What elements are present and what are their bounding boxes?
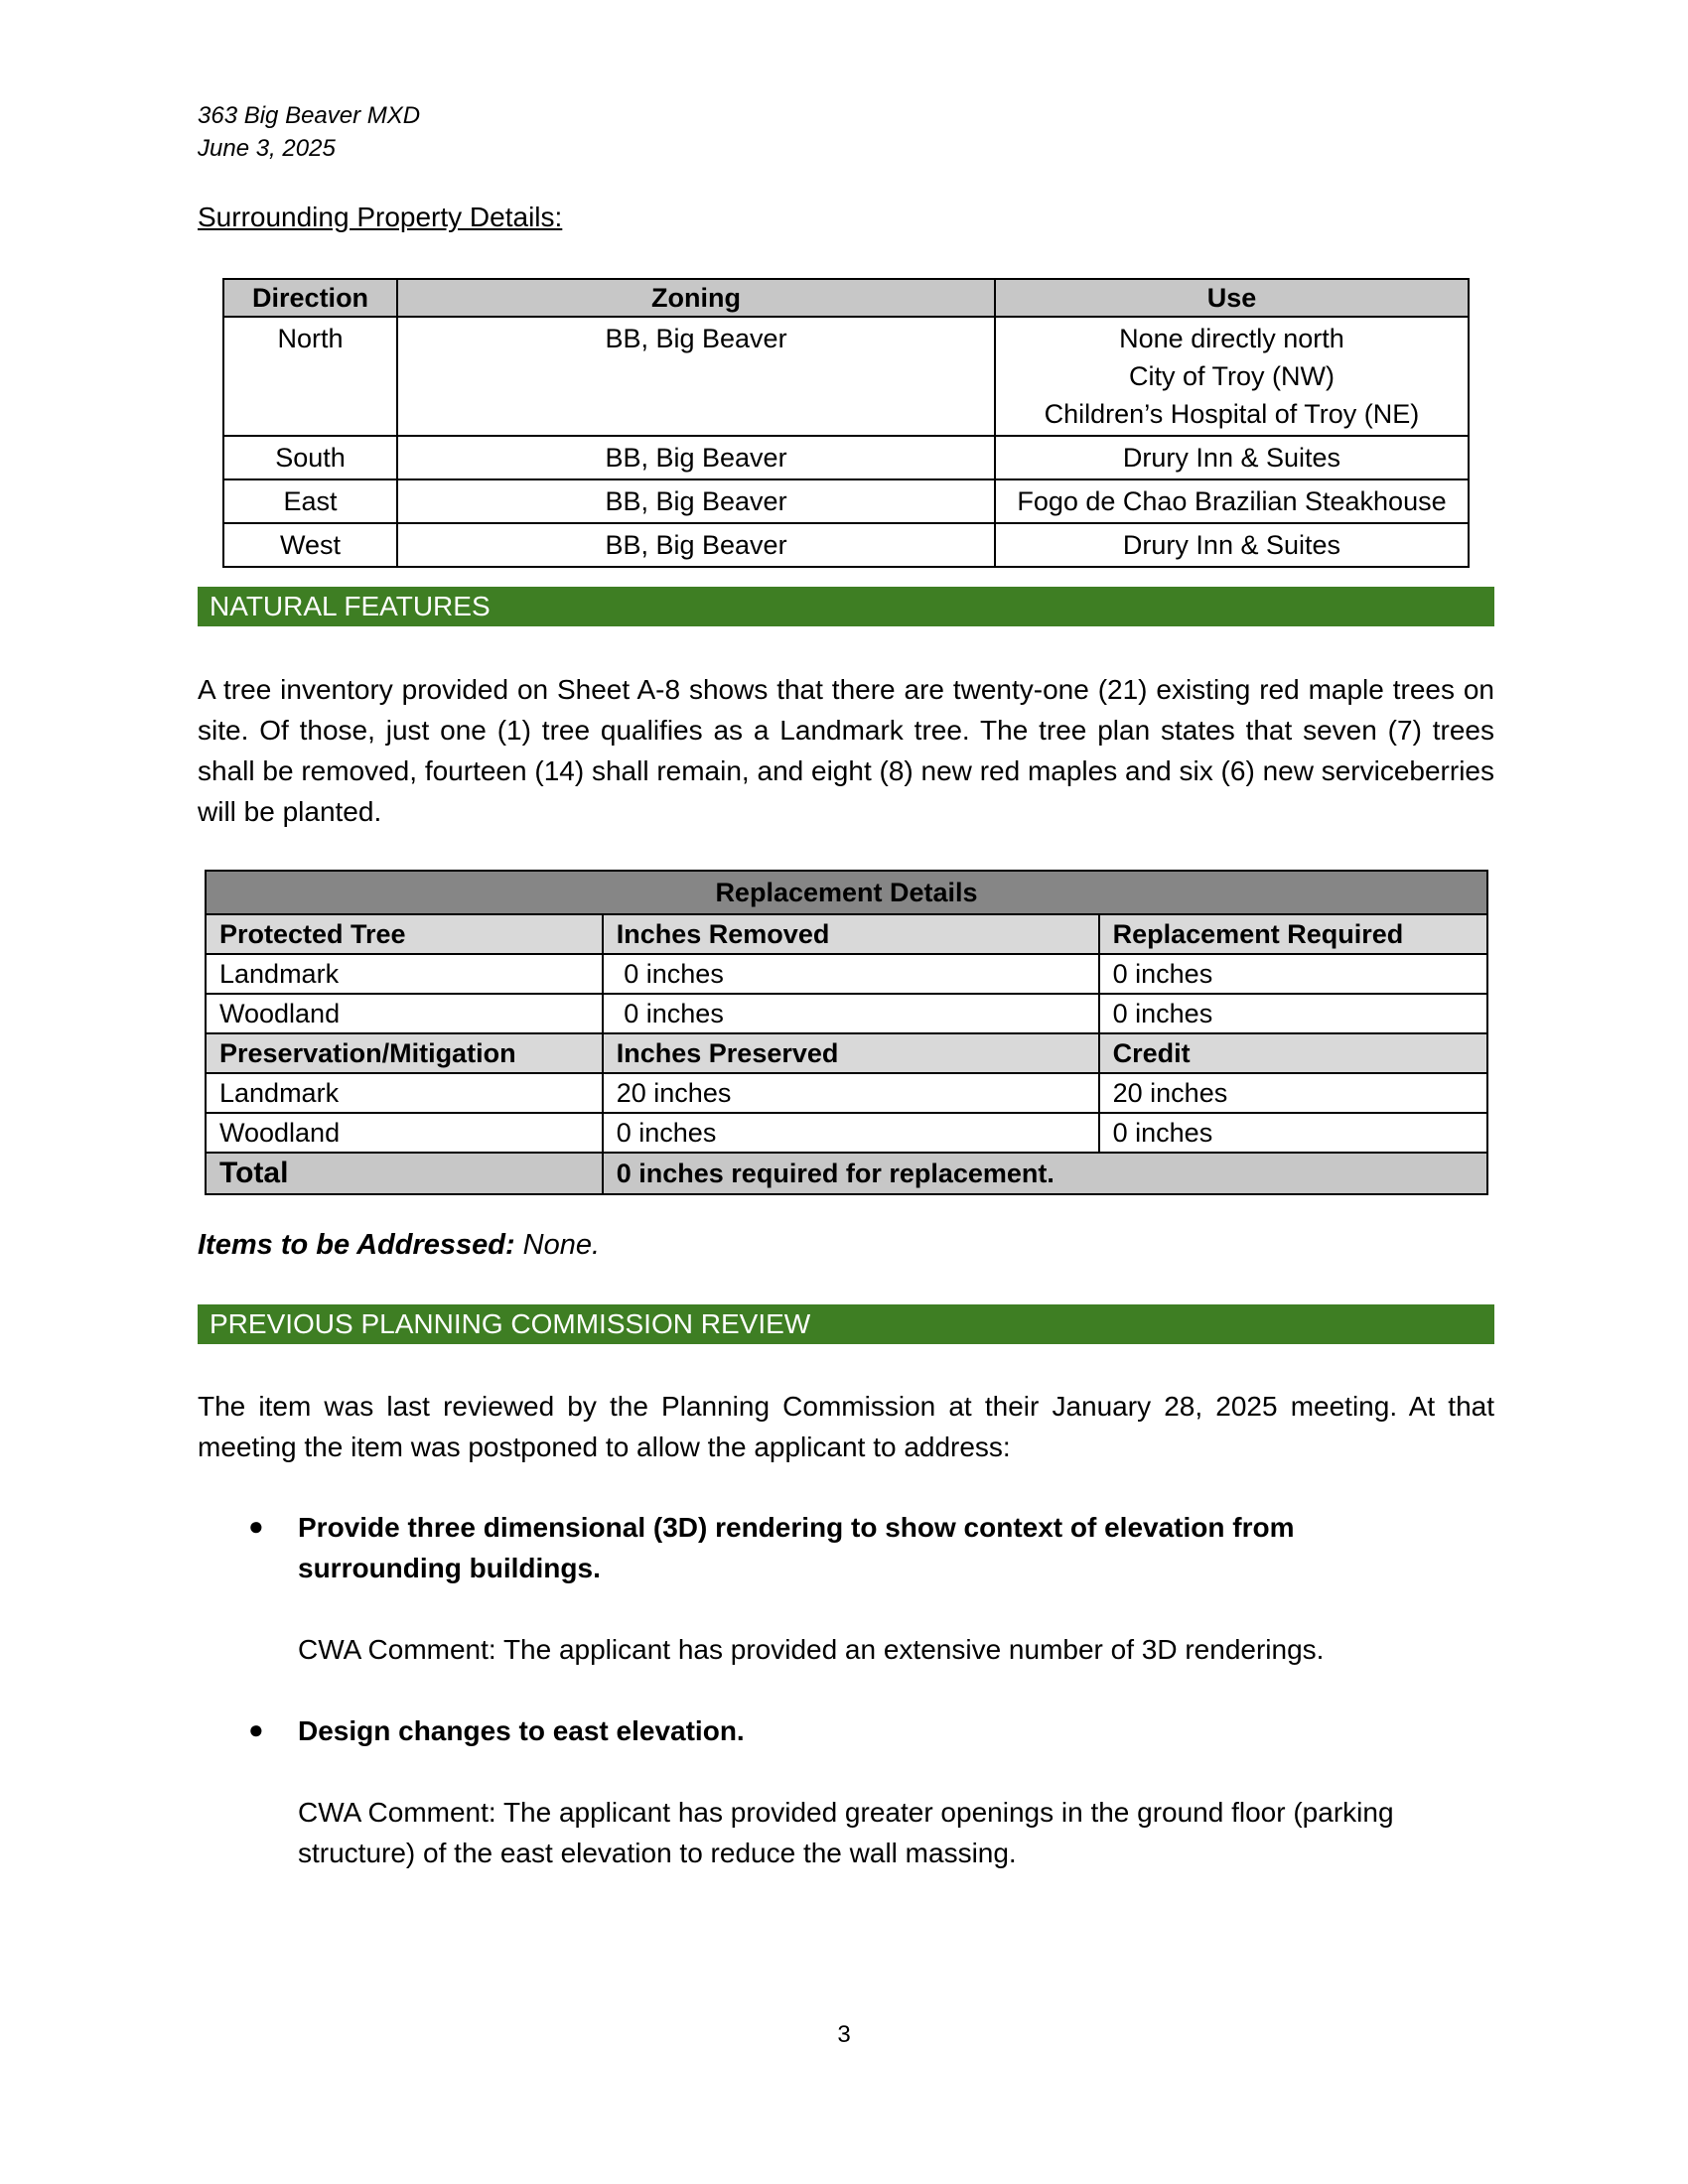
header-date: June 3, 2025 bbox=[198, 135, 336, 162]
table-cell: 0 inches bbox=[603, 994, 1099, 1033]
column-header: Credit bbox=[1099, 1033, 1487, 1073]
table-row bbox=[223, 523, 1469, 567]
items-value: None. bbox=[514, 1229, 601, 1261]
table-title-row bbox=[206, 871, 1487, 914]
column-header: Use bbox=[995, 279, 1469, 317]
table-row bbox=[223, 479, 1469, 523]
column-header: Protected Tree bbox=[206, 914, 603, 954]
use-line: Children’s Hospital of Troy (NE) bbox=[1044, 399, 1420, 429]
natural-features-heading: NATURAL FEATURES bbox=[198, 587, 1494, 626]
surrounding-property-table bbox=[222, 278, 1470, 568]
table-row bbox=[206, 994, 1487, 1033]
column-header: Zoning bbox=[397, 279, 995, 317]
table-row bbox=[206, 954, 1487, 994]
table-header-row bbox=[223, 279, 1469, 317]
table-header-row bbox=[206, 914, 1487, 954]
use-cell bbox=[995, 317, 1469, 436]
direction-cell: North bbox=[223, 317, 397, 436]
document-header bbox=[198, 99, 420, 165]
table-cell: 0 inches bbox=[1099, 1113, 1487, 1153]
table-row bbox=[206, 1073, 1487, 1113]
bullet-comment: CWA Comment: The applicant has provided greater openings in the ground floor (parking structure) of the east elevation to reduce the wall massing. bbox=[298, 1797, 1394, 1868]
use-cell: Fogo de Chao Brazilian Steakhouse bbox=[995, 479, 1469, 523]
page-number: 3 bbox=[837, 2021, 851, 2048]
total-row bbox=[206, 1153, 1487, 1194]
direction-cell: West bbox=[223, 523, 397, 567]
use-cell: Drury Inn & Suites bbox=[995, 436, 1469, 479]
bullet-title: Design changes to east elevation. bbox=[298, 1715, 745, 1746]
total-label: Total bbox=[206, 1153, 603, 1194]
zoning-cell: BB, Big Beaver bbox=[397, 317, 995, 436]
table-cell: 20 inches bbox=[1099, 1073, 1487, 1113]
table-cell: Landmark bbox=[206, 954, 603, 994]
column-header: Preservation/Mitigation bbox=[206, 1033, 603, 1073]
header-project: 363 Big Beaver MXD bbox=[198, 102, 421, 129]
bullet-icon: ● bbox=[248, 1714, 264, 1744]
previous-review-paragraph: The item was last reviewed by the Planning Commission at their January 28, 2025 meeting. At that meeting the item was postponed to allow the applicant to address: bbox=[198, 1391, 1494, 1462]
bullet-comment: CWA Comment: The applicant has provided an extensive number of 3D renderings. bbox=[298, 1634, 1325, 1665]
table-cell: 20 inches bbox=[603, 1073, 1099, 1113]
bullet-title: Provide three dimensional (3D) rendering to show context of elevation from surrounding buildings. bbox=[298, 1512, 1295, 1583]
zoning-cell: BB, Big Beaver bbox=[397, 479, 995, 523]
total-value: 0 inches required for replacement. bbox=[603, 1153, 1487, 1194]
use-line: None directly north bbox=[1119, 324, 1344, 353]
table-row bbox=[223, 436, 1469, 479]
column-header: Inches Removed bbox=[603, 914, 1099, 954]
table-cell: 0 inches bbox=[1099, 954, 1487, 994]
table-cell: Woodland bbox=[206, 994, 603, 1033]
table-cell: Woodland bbox=[206, 1113, 603, 1153]
column-header: Replacement Required bbox=[1099, 914, 1487, 954]
column-header: Direction bbox=[223, 279, 397, 317]
table-cell: 0 inches bbox=[603, 1113, 1099, 1153]
table-cell: 0 inches bbox=[603, 954, 1099, 994]
table-header-row bbox=[206, 1033, 1487, 1073]
table-cell: Landmark bbox=[206, 1073, 603, 1113]
table-row bbox=[206, 1113, 1487, 1153]
surrounding-heading: Surrounding Property Details: bbox=[198, 202, 563, 232]
replacement-details-table bbox=[205, 870, 1488, 1195]
use-cell: Drury Inn & Suites bbox=[995, 523, 1469, 567]
natural-features-paragraph: A tree inventory provided on Sheet A-8 shows that there are twenty-one (21) existing red maple trees on site. Of those, just one (1) tree qualifies as a Landmark tree. The tree plan states that seven (7) trees shall be removed, fourteen (14) shall remain, and eight (8) new red maples and six (6) new serviceberries will be planted. bbox=[198, 674, 1494, 827]
direction-cell: East bbox=[223, 479, 397, 523]
previous-review-heading: PREVIOUS PLANNING COMMISSION REVIEW bbox=[198, 1304, 1494, 1344]
column-header: Inches Preserved bbox=[603, 1033, 1099, 1073]
items-to-address bbox=[198, 1229, 600, 1262]
direction-cell: South bbox=[223, 436, 397, 479]
use-line: City of Troy (NW) bbox=[1128, 361, 1335, 391]
zoning-cell: BB, Big Beaver bbox=[397, 436, 995, 479]
table-title: Replacement Details bbox=[206, 871, 1487, 914]
items-label: Items to be Addressed: bbox=[198, 1229, 515, 1261]
table-row bbox=[223, 317, 1469, 436]
bullet-icon: ● bbox=[248, 1511, 264, 1541]
zoning-cell: BB, Big Beaver bbox=[397, 523, 995, 567]
table-cell: 0 inches bbox=[1099, 994, 1487, 1033]
